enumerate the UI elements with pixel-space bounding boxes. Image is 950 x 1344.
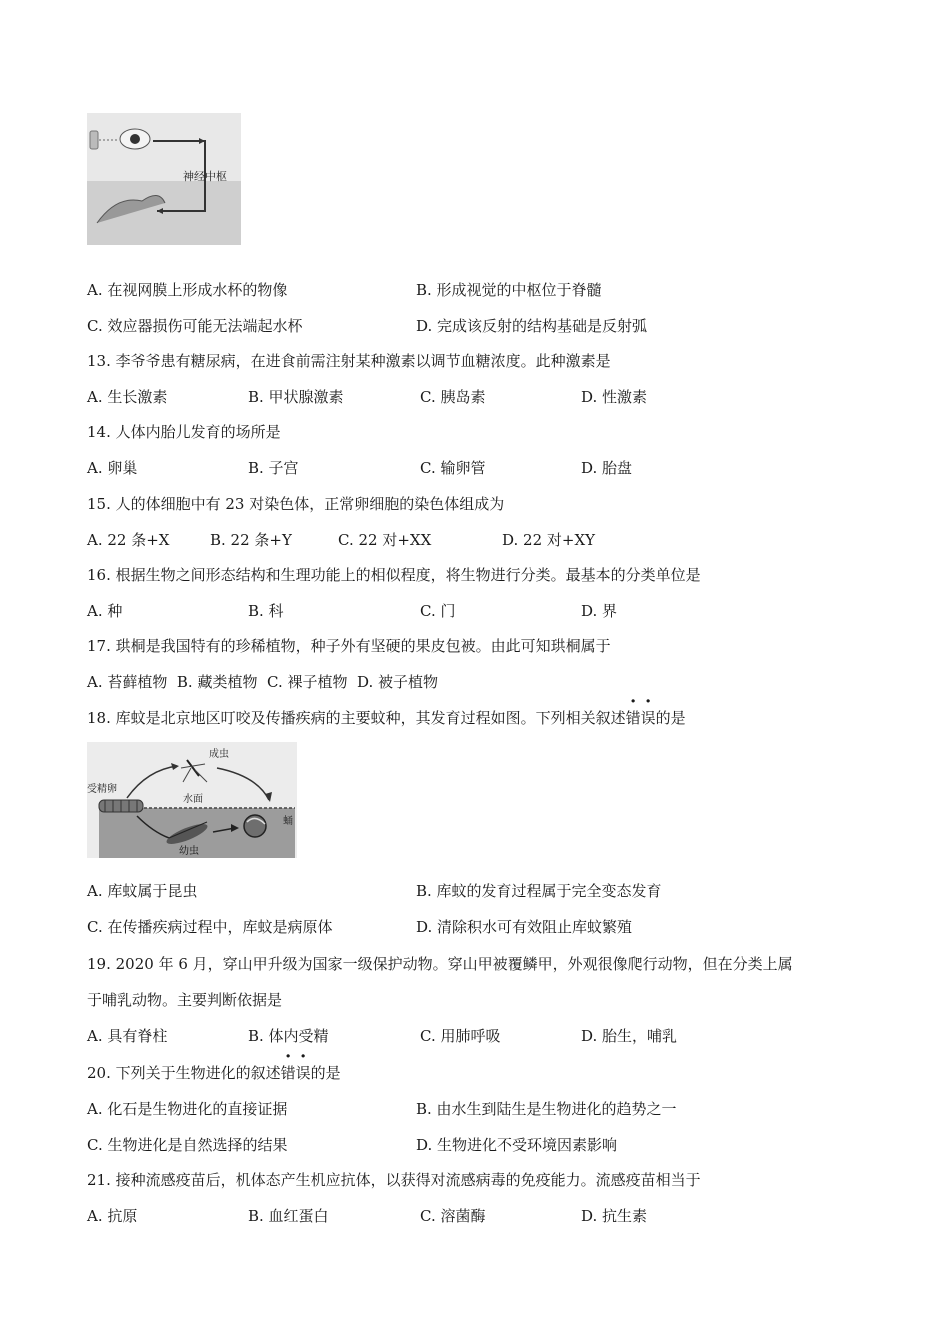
q16-option-d: D. 界 bbox=[581, 602, 618, 620]
q14-option-c: C. 输卵管 bbox=[420, 459, 486, 477]
larva-label: 幼虫 bbox=[179, 846, 199, 857]
q19-option-c: C. 用肺呼吸 bbox=[420, 1027, 501, 1045]
q19-stem-line-2: 于哺乳动物。主要判断依据是 bbox=[87, 991, 283, 1009]
q15-option-a: A. 22 条+X bbox=[87, 531, 170, 549]
pupa-label: 蛹 bbox=[283, 816, 293, 827]
q18-emphasis-2: 误 bbox=[640, 709, 656, 727]
q17-options: A. 苔藓植物 B. 藏类植物 C. 裸子植物 D. 被子植物 bbox=[87, 673, 439, 691]
q20-emphasis-2: 误 bbox=[295, 1064, 311, 1082]
q18-option-c: C. 在传播疾病过程中，库蚊是病原体 bbox=[87, 918, 333, 936]
q15-option-c: C. 22 对+XX bbox=[338, 531, 432, 549]
q20-emphasis-1: 错 bbox=[280, 1064, 296, 1082]
water-surface-label: 水面 bbox=[183, 794, 203, 805]
q18-option-b: B. 库蚊的发育过程属于完全变态发育 bbox=[416, 882, 662, 900]
q20-stem-text: 20. 下列关于生物进化的叙述 bbox=[87, 1064, 281, 1082]
q14-option-a: A. 卵巢 bbox=[87, 459, 138, 477]
mosquito-lifecycle-figure bbox=[87, 742, 297, 858]
q18-option-a: A. 库蚊属于昆虫 bbox=[87, 882, 198, 900]
q13-option-d: D. 性激素 bbox=[581, 388, 648, 406]
q18-emphasis-1: 错 bbox=[625, 709, 641, 727]
q16-option-c: C. 门 bbox=[420, 602, 456, 620]
reflex-arc-figure bbox=[87, 113, 241, 245]
q13-option-c: C. 胰岛素 bbox=[420, 388, 486, 406]
q16-option-a: A. 种 bbox=[87, 602, 123, 620]
q13-option-b: B. 甲状腺激素 bbox=[248, 388, 344, 406]
q15-stem: 15. 人的体细胞中有 23 对染色体，正常卵细胞的染色体组成为 bbox=[87, 495, 505, 513]
q18-stem bbox=[87, 708, 686, 728]
q20-option-c: C. 生物进化是自然选择的结果 bbox=[87, 1136, 288, 1154]
q21-option-d: D. 抗生素 bbox=[581, 1207, 648, 1225]
q16-option-b: B. 科 bbox=[248, 602, 284, 620]
q12-option-b: B. 形成视觉的中枢位于脊髓 bbox=[416, 281, 602, 299]
q19-option-b: B. 体内受精 bbox=[248, 1027, 329, 1045]
q20-stem bbox=[87, 1063, 341, 1083]
q20-option-d: D. 生物进化不受环境因素影响 bbox=[416, 1136, 618, 1154]
q19-option-d: D. 胎生，哺乳 bbox=[581, 1027, 678, 1045]
q12-option-d: D. 完成该反射的结构基础是反射弧 bbox=[416, 317, 648, 335]
q21-option-a: A. 抗原 bbox=[87, 1207, 138, 1225]
q19-stem-line-1: 19. 2020 年 6 月，穿山甲升级为国家一级保护动物。穿山甲被覆鳞甲，外观很像爬行动物，但在分类上属 bbox=[87, 955, 793, 973]
q15-option-b: B. 22 条+Y bbox=[210, 531, 292, 549]
q13-option-a: A. 生长激素 bbox=[87, 388, 168, 406]
mosquito-lifecycle-diagram bbox=[87, 742, 297, 858]
adult-label: 成虫 bbox=[209, 749, 229, 760]
q13-stem: 13. 李爷爷患有糖尿病，在进食前需注射某种激素以调节血糖浓度。此种激素是 bbox=[87, 352, 611, 370]
q12-option-a: A. 在视网膜上形成水杯的物像 bbox=[87, 281, 288, 299]
q18-stem-text: 18. 库蚊是北京地区叮咬及传播疾病的主要蚊种，其发育过程如图。下列相关叙述 bbox=[87, 709, 626, 727]
q21-option-c: C. 溶菌酶 bbox=[420, 1207, 486, 1225]
q19-option-a: A. 具有脊柱 bbox=[87, 1027, 168, 1045]
pupa-icon bbox=[244, 815, 266, 837]
q18-option-d: D. 清除积水可有效阻止库蚊繁殖 bbox=[416, 918, 633, 936]
q14-stem: 14. 人体内胎儿发育的场所是 bbox=[87, 423, 281, 441]
q15-option-d: D. 22 对+XY bbox=[502, 531, 596, 549]
q18-stem-end: 的是 bbox=[655, 709, 686, 727]
q21-option-b: B. 血红蛋白 bbox=[248, 1207, 329, 1225]
q17-stem: 17. 珙桐是我国特有的珍稀植物，种子外有坚硬的果皮包被。由此可知珙桐属于 bbox=[87, 637, 611, 655]
q20-stem-end: 的是 bbox=[310, 1064, 341, 1082]
q12-option-c: C. 效应器损伤可能无法端起水杯 bbox=[87, 317, 303, 335]
q21-stem: 21. 接种流感疫苗后，机体态产生机应抗体，以获得对流感病毒的免疫能力。流感疫苗相当于 bbox=[87, 1171, 701, 1189]
reflex-arc-diagram bbox=[87, 113, 241, 245]
egg-raft-icon bbox=[99, 800, 143, 812]
nerve-center-label: 神经中枢 bbox=[183, 170, 227, 183]
q16-stem: 16. 根据生物之间形态结构和生理功能上的相似程度，将生物进行分类。最基本的分类单位是 bbox=[87, 566, 701, 584]
q14-option-d: D. 胎盘 bbox=[581, 459, 633, 477]
q14-option-b: B. 子宫 bbox=[248, 459, 299, 477]
egg-label: 受精卵 bbox=[87, 784, 117, 795]
q20-option-a: A. 化石是生物进化的直接证据 bbox=[87, 1100, 288, 1118]
q20-option-b: B. 由水生到陆生是生物进化的趋势之一 bbox=[416, 1100, 677, 1118]
water-cup-icon bbox=[90, 131, 98, 149]
